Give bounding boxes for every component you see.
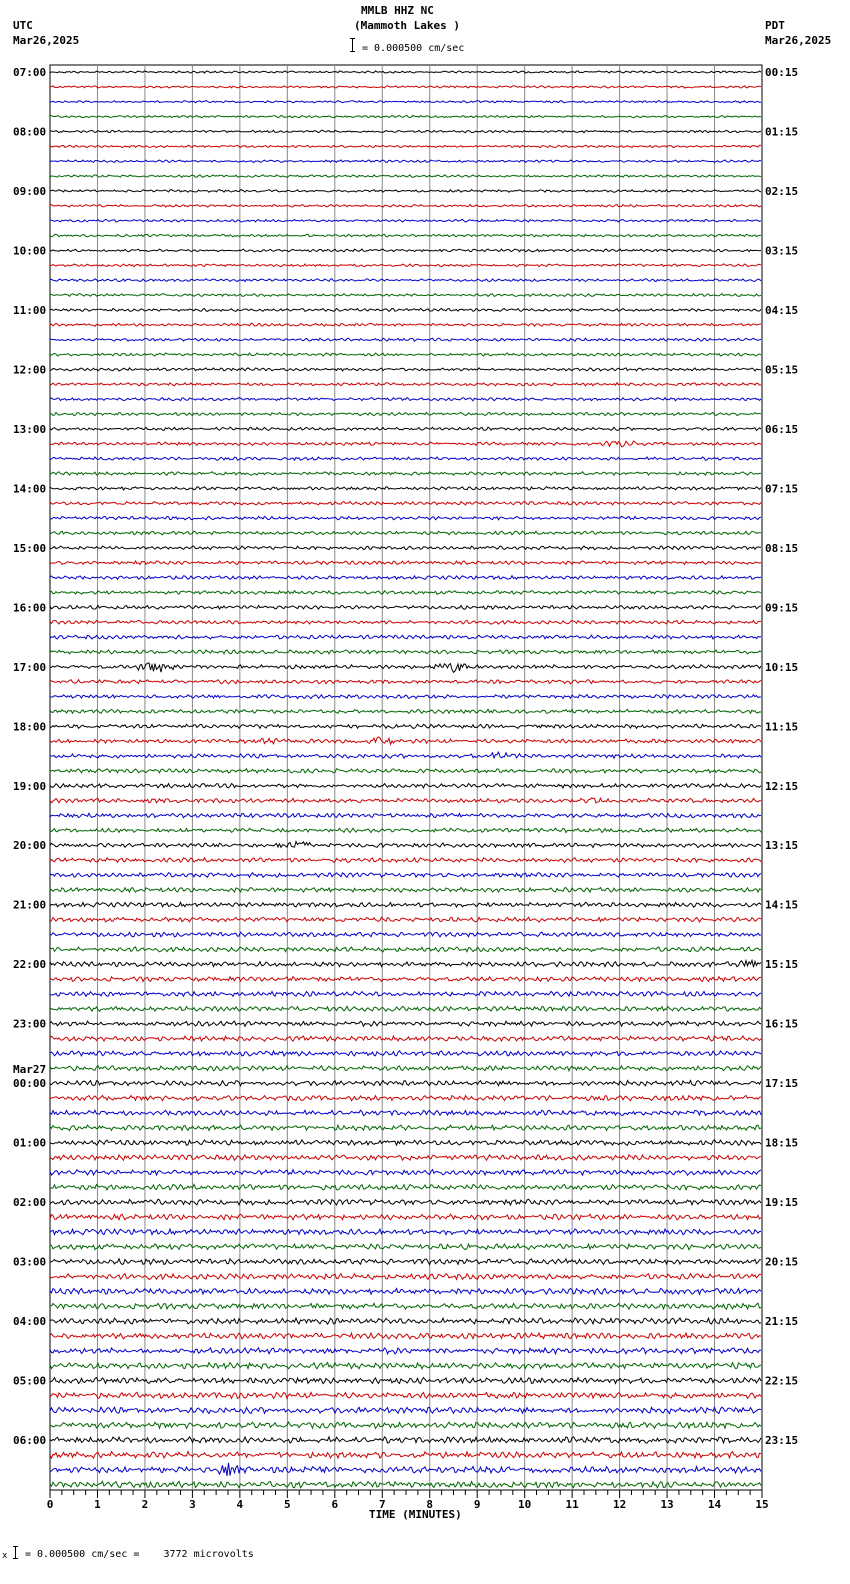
x-tick-label: 10 xyxy=(518,1498,532,1511)
trace-line-20 xyxy=(50,368,761,371)
trace-line-39 xyxy=(50,650,761,654)
x-tick-label: 7 xyxy=(378,1498,386,1511)
trace-line-1 xyxy=(50,86,761,88)
utc-hour-label: 00:00 xyxy=(13,1077,47,1091)
trace-line-92 xyxy=(50,1437,761,1443)
x-tick-label: 8 xyxy=(426,1498,434,1511)
trace-line-33 xyxy=(50,561,761,565)
trace-line-18 xyxy=(50,338,761,341)
utc-hour-label: 01:00 xyxy=(13,1136,47,1150)
trace-line-9 xyxy=(50,205,761,208)
left-date: Mar26,2025 xyxy=(13,34,80,47)
trace-line-24 xyxy=(50,427,761,430)
x-tick-label: 0 xyxy=(46,1498,54,1511)
trace-line-22 xyxy=(50,398,761,401)
trace-line-37 xyxy=(50,620,761,624)
trace-line-53 xyxy=(50,858,761,863)
trace-line-25 xyxy=(50,441,761,447)
trace-line-65 xyxy=(50,1036,761,1041)
trace-line-88 xyxy=(50,1378,761,1384)
trace-line-40 xyxy=(50,663,761,672)
pdt-hour-label: 05:15 xyxy=(765,363,799,377)
trace-line-19 xyxy=(50,353,761,356)
x-tick-label: 5 xyxy=(284,1498,291,1511)
trace-line-7 xyxy=(50,175,761,178)
trace-line-51 xyxy=(50,828,761,832)
pdt-hour-label: 21:15 xyxy=(765,1315,799,1329)
trace-line-38 xyxy=(50,635,761,639)
trace-line-94 xyxy=(50,1463,761,1476)
utc-hour-label: 07:00 xyxy=(13,66,47,79)
trace-line-14 xyxy=(50,279,761,282)
x-tick-label: 12 xyxy=(612,1498,627,1511)
trace-line-52 xyxy=(50,842,761,848)
trace-line-61 xyxy=(50,977,761,982)
trace-line-10 xyxy=(50,219,761,222)
pdt-hour-label: 01:15 xyxy=(765,125,799,139)
trace-line-83 xyxy=(50,1303,761,1309)
plot-frame xyxy=(50,65,762,1490)
pdt-hour-label: 11:15 xyxy=(765,720,799,734)
footer-marker: x xyxy=(2,1551,8,1561)
utc-hour-label: 21:00 xyxy=(13,898,47,912)
trace-line-54 xyxy=(50,873,761,878)
trace-line-58 xyxy=(50,932,761,937)
x-tick-label: 3 xyxy=(189,1498,196,1511)
trace-line-67 xyxy=(50,1066,761,1071)
footer-scale-label: = 0.000500 cm/sec = 3772 microvolts xyxy=(25,1549,254,1560)
pdt-hour-label: 16:15 xyxy=(765,1017,799,1031)
trace-line-3 xyxy=(50,115,761,117)
trace-line-2 xyxy=(50,101,761,103)
pdt-hour-label: 07:15 xyxy=(765,482,799,496)
pdt-hour-label: 17:15 xyxy=(765,1077,799,1091)
trace-line-47 xyxy=(50,769,761,773)
trace-line-77 xyxy=(50,1214,761,1220)
trace-line-26 xyxy=(50,457,761,460)
trace-line-28 xyxy=(50,487,761,490)
trace-line-31 xyxy=(50,531,761,535)
pdt-hour-label: 08:15 xyxy=(765,541,799,555)
trace-line-72 xyxy=(50,1140,761,1145)
trace-line-86 xyxy=(50,1348,761,1354)
trace-line-13 xyxy=(50,264,761,267)
pdt-hour-label: 15:15 xyxy=(765,958,799,972)
trace-line-15 xyxy=(50,294,761,297)
pdt-hour-label: 22:15 xyxy=(765,1374,799,1388)
trace-line-35 xyxy=(50,591,761,595)
pdt-hour-label: 09:15 xyxy=(765,601,799,615)
utc-hour-label: 05:00 xyxy=(13,1374,47,1388)
trace-line-17 xyxy=(50,323,761,326)
trace-line-87 xyxy=(50,1363,761,1369)
trace-line-59 xyxy=(50,947,761,952)
utc-hour-label: 19:00 xyxy=(13,779,47,793)
trace-line-50 xyxy=(50,813,761,817)
utc-hour-label: 03:00 xyxy=(13,1255,47,1269)
trace-line-85 xyxy=(50,1333,761,1339)
trace-line-78 xyxy=(50,1229,761,1235)
x-tick-label: 13 xyxy=(660,1498,674,1511)
trace-line-49 xyxy=(50,798,761,803)
utc-hour-label: 18:00 xyxy=(13,720,47,734)
trace-line-12 xyxy=(50,249,761,252)
trace-line-41 xyxy=(50,680,761,684)
trace-line-95 xyxy=(50,1481,761,1487)
trace-line-89 xyxy=(50,1392,761,1398)
x-tick-label: 14 xyxy=(707,1498,722,1511)
pdt-hour-label: 10:15 xyxy=(765,660,799,674)
x-tick-label: 15 xyxy=(755,1498,769,1511)
utc-hour-label: 08:00 xyxy=(13,125,47,139)
pdt-hour-label: 18:15 xyxy=(765,1136,799,1150)
utc-hour-label: 17:00 xyxy=(13,660,47,674)
station-location: (Mammoth Lakes ) xyxy=(354,19,460,32)
utc-hour-label: 22:00 xyxy=(13,958,47,972)
trace-line-91 xyxy=(50,1422,761,1428)
trace-line-0 xyxy=(50,71,761,73)
x-tick-label: 11 xyxy=(565,1498,579,1511)
utc-hour-label: 13:00 xyxy=(13,422,47,436)
trace-line-46 xyxy=(50,752,761,758)
utc-hour-label: 02:00 xyxy=(13,1196,47,1210)
x-tick-label: 1 xyxy=(94,1498,101,1511)
trace-line-30 xyxy=(50,516,761,519)
trace-line-82 xyxy=(50,1289,761,1295)
trace-line-79 xyxy=(50,1244,761,1250)
pdt-hour-label: 04:15 xyxy=(765,303,799,317)
x-tick-label: 9 xyxy=(473,1498,481,1511)
trace-line-66 xyxy=(50,1051,761,1056)
trace-line-23 xyxy=(50,412,761,415)
trace-line-32 xyxy=(50,546,761,550)
trace-line-70 xyxy=(50,1110,761,1115)
trace-line-69 xyxy=(50,1096,761,1101)
trace-line-60 xyxy=(50,960,761,967)
trace-line-48 xyxy=(50,784,761,788)
trace-line-76 xyxy=(50,1199,761,1205)
trace-line-57 xyxy=(50,917,761,922)
utc-date-label: Mar27 xyxy=(13,1063,47,1077)
pdt-hour-label: 02:15 xyxy=(765,184,799,198)
trace-line-90 xyxy=(50,1407,761,1413)
scale-label: = 0.000500 cm/sec xyxy=(362,43,465,54)
utc-hour-label: 23:00 xyxy=(13,1017,47,1031)
trace-line-44 xyxy=(50,724,761,728)
pdt-hour-label: 13:15 xyxy=(765,839,799,853)
utc-hour-label: 20:00 xyxy=(13,839,47,853)
trace-line-68 xyxy=(50,1081,761,1086)
trace-line-56 xyxy=(50,902,761,907)
trace-line-45 xyxy=(50,737,761,744)
trace-line-27 xyxy=(50,472,761,475)
trace-line-81 xyxy=(50,1274,761,1280)
x-tick-label: 6 xyxy=(331,1498,339,1511)
pdt-hour-label: 00:15 xyxy=(765,66,799,79)
trace-line-29 xyxy=(50,502,761,506)
pdt-hour-label: 12:15 xyxy=(765,779,799,793)
trace-line-8 xyxy=(50,190,761,193)
trace-line-93 xyxy=(50,1452,761,1459)
trace-line-5 xyxy=(50,145,761,147)
trace-line-34 xyxy=(50,576,761,580)
pdt-hour-label: 14:15 xyxy=(765,898,799,912)
pdt-hour-label: 23:15 xyxy=(765,1434,799,1448)
pdt-hour-label: 19:15 xyxy=(765,1196,799,1210)
utc-hour-label: 16:00 xyxy=(13,601,47,615)
trace-line-84 xyxy=(50,1318,761,1324)
utc-hour-label: 10:00 xyxy=(13,244,47,258)
trace-line-64 xyxy=(50,1021,761,1026)
right-date: Mar26,2025 xyxy=(765,34,832,47)
pdt-hour-label: 06:15 xyxy=(765,422,799,436)
trace-line-11 xyxy=(50,234,761,237)
x-axis-label: TIME (MINUTES) xyxy=(369,1508,462,1521)
trace-line-71 xyxy=(50,1125,761,1130)
trace-line-16 xyxy=(50,308,761,311)
utc-hour-label: 12:00 xyxy=(13,363,47,377)
trace-line-80 xyxy=(50,1259,761,1265)
trace-line-42 xyxy=(50,695,761,699)
station-title: MMLB HHZ NC xyxy=(361,4,434,17)
utc-hour-label: 11:00 xyxy=(13,303,47,317)
x-tick-label: 4 xyxy=(236,1498,244,1511)
utc-hour-label: 15:00 xyxy=(13,541,47,555)
trace-line-74 xyxy=(50,1170,761,1176)
utc-hour-label: 14:00 xyxy=(13,482,47,496)
trace-line-43 xyxy=(50,709,761,713)
trace-line-55 xyxy=(50,888,761,893)
trace-line-6 xyxy=(50,160,761,162)
trace-line-63 xyxy=(50,1006,761,1011)
right-timezone: PDT xyxy=(765,19,785,32)
utc-hour-label: 09:00 xyxy=(13,184,47,198)
trace-line-75 xyxy=(50,1184,761,1190)
utc-hour-label: 06:00 xyxy=(13,1434,47,1448)
trace-line-62 xyxy=(50,991,761,996)
trace-line-36 xyxy=(50,606,761,610)
x-tick-label: 2 xyxy=(141,1498,149,1511)
left-timezone: UTC xyxy=(13,19,33,32)
trace-line-4 xyxy=(50,130,761,132)
utc-hour-label: 04:00 xyxy=(13,1315,47,1329)
trace-line-21 xyxy=(50,383,761,386)
pdt-hour-label: 20:15 xyxy=(765,1255,799,1269)
pdt-hour-label: 03:15 xyxy=(765,244,799,258)
trace-line-73 xyxy=(50,1155,761,1161)
